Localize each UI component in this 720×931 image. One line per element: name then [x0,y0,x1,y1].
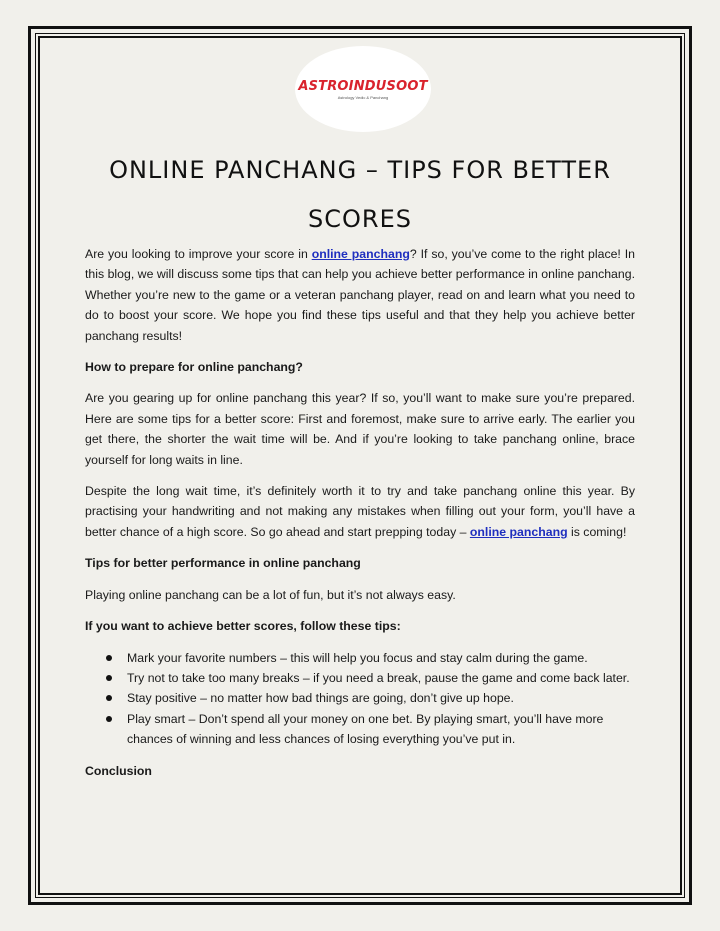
list-item: Stay positive – no matter how bad things are going, don’t give up hope. [85,688,635,708]
article-body [85,244,635,792]
brand-logo [295,46,431,132]
tips-list [85,648,635,750]
list-item: Try not to take too many breaks – if you need a break, pause the game and come back later. [85,668,635,688]
bullet-icon [106,655,112,661]
prepare-paragraph-1: Are you gearing up for online panchang this year? If so, you’ll want to make sure you’re prepared. Here are some tips for a better score: First and foremost, make sure to arrive early. The earlier you get there, the shorter the wait time will be. And if you’re looking to take panchang online, brace yourself for long waits in line. [85,391,635,467]
tips-subheading: If you want to achieve better scores, follow these tips: [85,619,401,634]
bullet-icon [106,716,112,722]
online-panchang-link-2[interactable]: online panchang [469,524,568,539]
bullet-icon [106,675,112,681]
online-panchang-link[interactable]: online panchang [311,247,410,261]
brand-logo-tagline: Astrology Vedic & Panchang [337,94,389,100]
prepare-paragraph-2: Despite the long wait time, it’s definitely worth it to try and take panchang online this year. By practising your handwriting and not making any mistakes when filling out your form, you’ll have a better chance of a high score. So go ahead and start prepping today – online panchang is coming! [85,484,635,539]
section-heading-prepare: How to prepare for online panchang? [85,360,303,375]
list-item: Play smart – Don’t spend all your money on one bet. By playing smart, you’ll have more chances of winning and less chances of losing everything you’ve put in. [85,709,635,750]
list-item: Mark your favorite numbers – this will help you focus and stay calm during the game. [85,648,635,668]
intro-paragraph: Are you looking to improve your score in online panchang? If so, you’ve come to the right place! In this blog, we will discuss some tips that can help you achieve better performance in online panchang. Whether you’re new to the game or a veteran panchang player, read on and learn what you need to do to boost your score. We hope you find these tips useful and that they help you achieve better panchang results! [85,247,635,343]
section-heading-tips: Tips for better performance in online panchang [85,556,361,571]
conclusion-heading: Conclusion [85,763,152,778]
tips-intro-paragraph: Playing online panchang can be a lot of fun, but it’s not always easy. [85,587,456,602]
bullet-icon [106,695,112,701]
brand-logo-name: ASTROINDUSOOT [298,78,428,94]
page-title: ONLINE PANCHANG – TIPS FOR BETTER SCORES [109,156,611,233]
